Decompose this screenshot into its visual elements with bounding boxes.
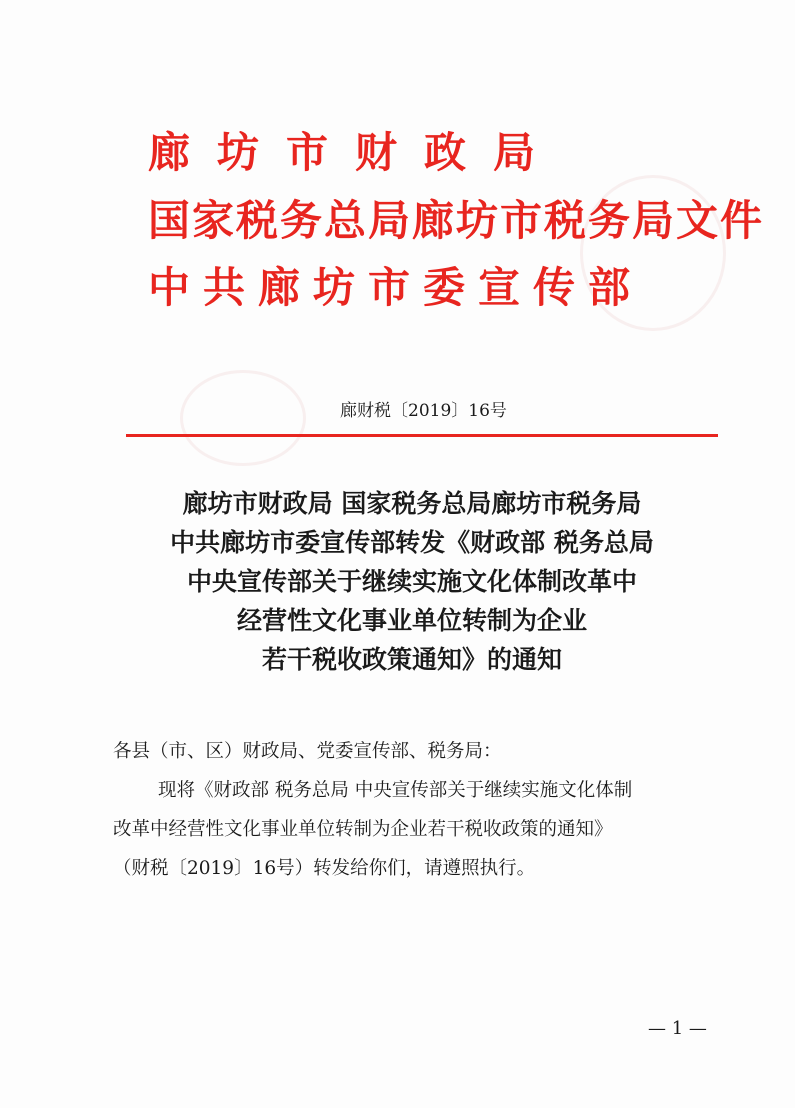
title-line: 廊坊市财政局 国家税务总局廊坊市税务局 xyxy=(182,489,642,518)
body-paragraph-line: 现将《财政部 税务总局 中央宣传部关于继续实施文化体制 xyxy=(158,780,633,801)
document-title xyxy=(110,484,714,679)
body-paragraph-line: 改革中经营性文化事业单位转制为企业若干税收政策的通知》 xyxy=(113,819,613,840)
bleed-through-seal xyxy=(180,370,306,466)
title-line: 若干税收政策通知》的通知 xyxy=(261,645,562,674)
title-line: 中共廊坊市委宣传部转发《财政部 税务总局 xyxy=(170,528,654,557)
issuer-line-1: 廊坊市财政局 xyxy=(148,128,563,177)
document-number: 廊财税〔2019〕16号 xyxy=(340,401,507,421)
title-line: 中央宣传部关于继续实施文化体制改革中 xyxy=(186,567,637,596)
document-body xyxy=(113,732,743,888)
red-separator-line xyxy=(126,434,718,437)
issuer-line-2: 国家税务总局廊坊市税务局文件 xyxy=(148,196,765,245)
page-number: — 1 — xyxy=(648,1018,707,1039)
body-paragraph-line: （财税〔2019〕16号）转发给你们，请遵照执行。 xyxy=(113,858,536,879)
addressee: 各县（市、区）财政局、党委宣传部、税务局： xyxy=(113,741,502,762)
issuer-line-3: 中共廊坊市委宣传部 xyxy=(148,263,644,312)
title-line: 经营性文化事业单位转制为企业 xyxy=(236,606,587,635)
